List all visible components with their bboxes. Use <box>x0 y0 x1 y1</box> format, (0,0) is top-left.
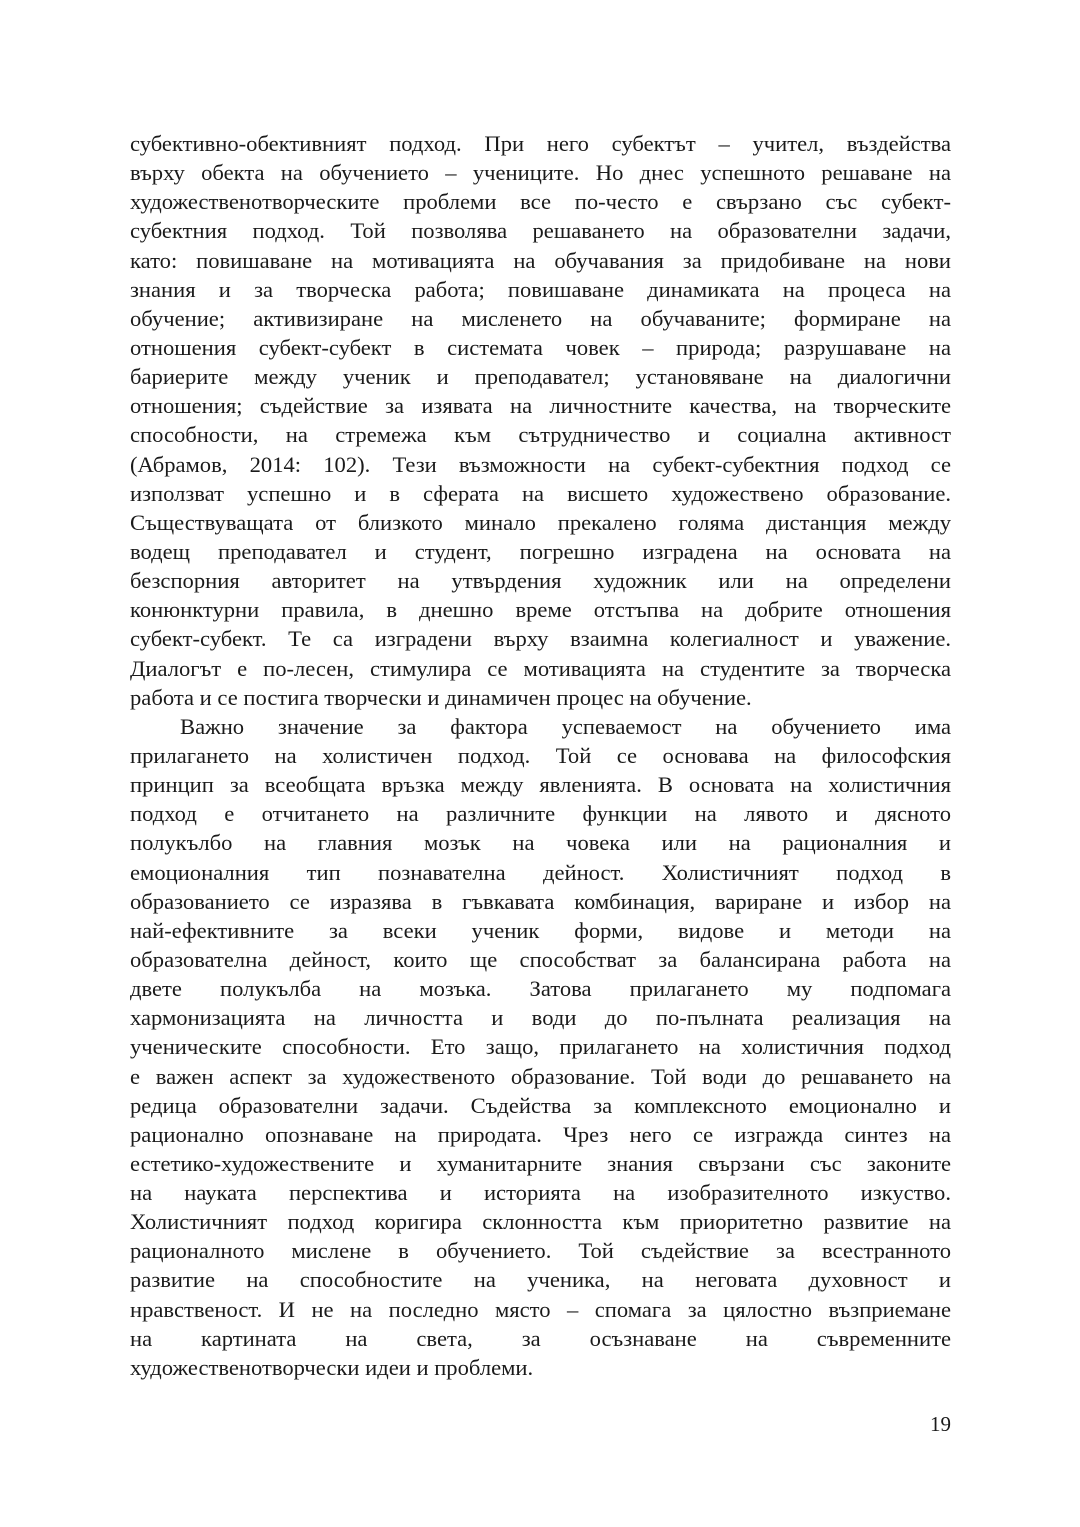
text-line: принцип за всеобщата връзка между явленията. В основата на холистичния <box>130 772 951 798</box>
text-line: способности, на стремежа към сътрудничество и социална активност <box>130 422 951 448</box>
text-line: редица образователни задачи. Съдейства за комплексното емоционално и <box>130 1092 951 1118</box>
text-line: като: повишаване на мотивацията на обучавания за придобиване на нови <box>130 247 951 273</box>
text-line: е важен аспект за художественото образование. Той води до решаването на <box>130 1063 951 1089</box>
body-text <box>130 129 951 1382</box>
text-line: върху обекта на обучението – учениците. Но днес успешното решаване на <box>130 160 951 186</box>
text-line: бариерите между ученик и преподавател; установяване на диалогични <box>130 364 951 390</box>
text-line: работа и се постига творчески и динамичен процес на обучение. <box>130 684 752 710</box>
text-line: безспорния авторитет на утвърдения художник или на определени <box>130 568 951 594</box>
text-line: използват успешно и в сферата на висшето художествено образование. <box>130 480 951 506</box>
text-line: на картината на света, за осъзнаване на съвременните <box>130 1325 951 1351</box>
text-line: рационалното мислене в обучението. Той съдействие за всестранното <box>130 1238 951 1264</box>
text-line: ученическите способности. Ето защо, прилагането на холистичния подход <box>130 1034 951 1060</box>
text-line: подход е отчитането на различните функции на лявото и дясното <box>130 801 951 827</box>
text-line: двете полукълба на мозъка. Затова прилагането му подпомага <box>130 976 951 1002</box>
text-line: Холистичният подход коригира склонността към приоритетно развитие на <box>130 1209 951 1235</box>
text-line: развитие на способностите на ученика, на неговата духовност и <box>130 1267 951 1293</box>
text-line: Съществуващата от близкото минало прекалено голяма дистанция между <box>130 509 951 535</box>
text-line: отношения; съдействие за изявата на личностните качества, на творческите <box>130 393 951 419</box>
text-line: субективно-обективният подход. При него субектът – учител, въздейства <box>130 131 951 156</box>
text-line: нравственост. И не на последно място – спомага за цялостно възприемане <box>130 1296 951 1322</box>
page-number: 19 <box>930 1412 951 1436</box>
text-line: прилагането на холистичен подход. Той се основава на философския <box>130 742 951 768</box>
text-line: субектния подход. Той позволява решаването на образователни задачи, <box>130 218 951 244</box>
text-line: най-ефективните за всеки ученик форми, видове и методи на <box>130 917 951 943</box>
text-line: конюнктурни правила, в днешно време отстъпва на добрите отношения <box>130 597 951 623</box>
text-line: рационално опознаване на природата. Чрез него се изгражда синтез на <box>130 1121 951 1147</box>
text-line: естетико-художествените и хуманитарните знания свързани със законите <box>130 1150 951 1176</box>
text-line: полукълбо на главния мозък на човека или на рационалния и <box>130 830 951 856</box>
text-line: хармонизацията на личността и води до по-пълната реализация на <box>130 1005 951 1031</box>
text-line: емоционалния тип познавателна дейност. Холистичният подход в <box>130 859 951 885</box>
text-line: на науката перспектива и историята на изобразителното изкуство. <box>130 1180 951 1206</box>
paragraph <box>130 712 951 1382</box>
text-line: Важно значение за фактора успеваемост на обучението има <box>180 713 951 739</box>
paragraph <box>130 129 951 712</box>
text-line: образованието се изразява в гъвкавата комбинация, вариране и избор на <box>130 888 951 914</box>
text-line: (Абрамов, 2014: 102). Тези възможности на субект-субектния подход се <box>130 451 951 477</box>
text-line: художественотворческите проблеми все по-често е свързано със субект- <box>130 189 951 215</box>
text-line: обучение; активизиране на мисленето на обучаваните; формиране на <box>130 305 951 331</box>
text-line: знания и за творческа работа; повишаване динамиката на процеса на <box>130 276 951 302</box>
text-line: Диалогът е по-лесен, стимулира се мотивацията на студентите за творческа <box>130 655 951 681</box>
text-line: водещ преподавател и студент, погрешно изградена на основата на <box>130 538 951 564</box>
text-line: отношения субект-субект в системата човек – природа; разрушаване на <box>130 334 951 360</box>
text-line: художественотворчески идеи и проблеми. <box>130 1354 534 1380</box>
text-line: образователна дейност, които ще способстват за балансирана работа на <box>130 946 951 972</box>
text-line: субект-субект. Те са изградени върху взаимна колегиалност и уважение. <box>130 626 951 652</box>
